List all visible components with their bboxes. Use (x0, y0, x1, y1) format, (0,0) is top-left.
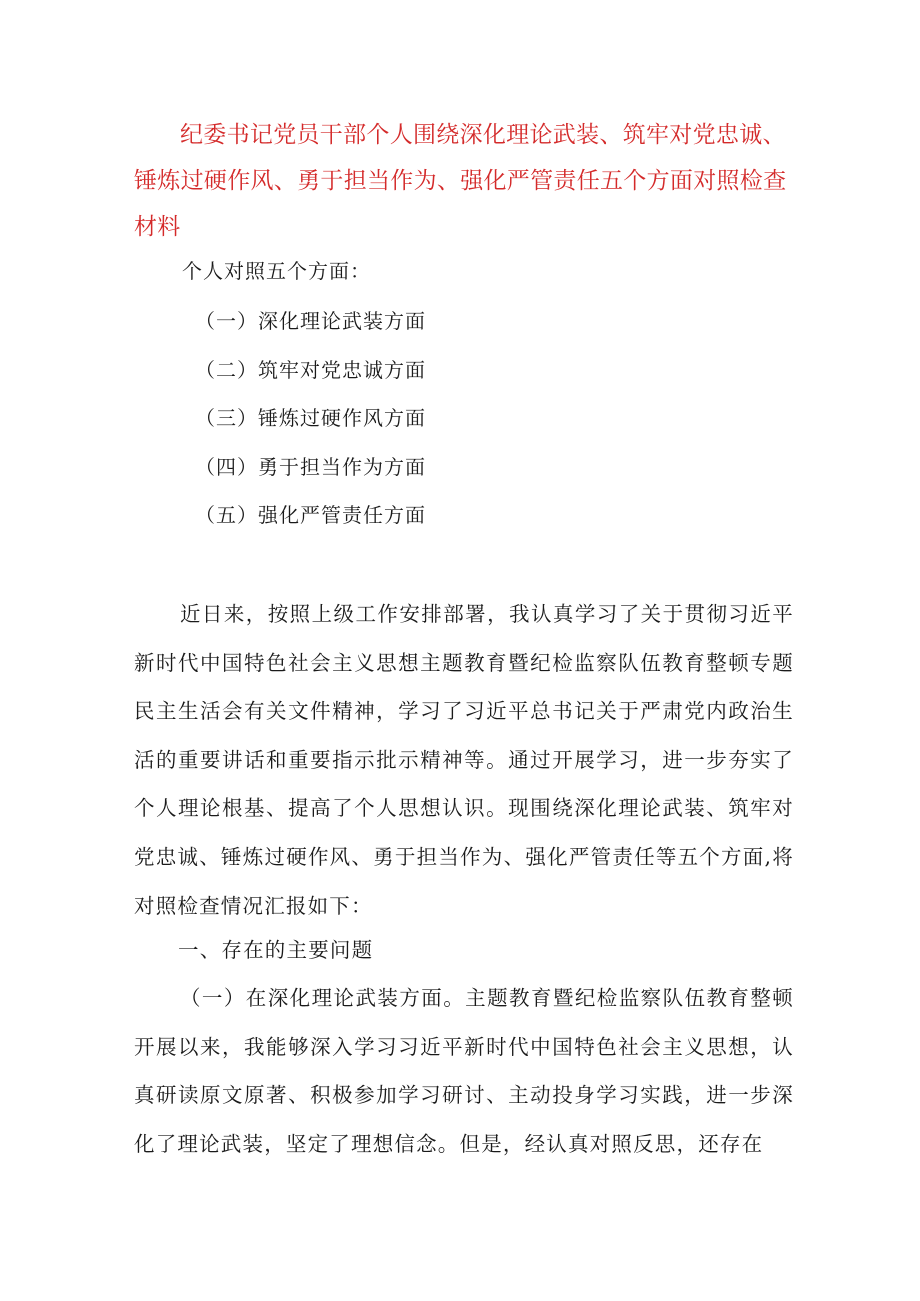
section-heading: 一、存在的主要问题 (178, 938, 374, 962)
document-title: 纪委书记党员干部个人围绕深化理论武装、筑牢对党忠诚、锤炼过硬作风、勇于担当作为、强化严管责任五个方面对照检查材料 (134, 122, 787, 240)
aspect-item-2: （二）筑牢对党忠诚方面 (195, 357, 426, 382)
aspects-list (195, 307, 426, 550)
aspects-label: 个人对照五个方面： (182, 259, 371, 283)
detail-paragraph: （一）在深化理论武装方面。主题教育暨纪检监察队伍教育整顿开展以来，我能够深入学习习近平新时代中国特色社会主义思想，认真研读原文原著、积极参加学习研讨、主动投身学习实践，进一步深化了理论武装，坚定了理想信念。但是，经认真对照反思，还存在 (134, 986, 794, 1156)
aspect-item-1: （一）深化理论武装方面 (195, 309, 426, 333)
aspect-item-3: （三）锤炼过硬作风方面 (195, 406, 426, 430)
aspect-item-4: （四）勇于担当作为方面 (195, 454, 426, 479)
intro-paragraph: 近日来，按照上级工作安排部署，我认真学习了关于贯彻习近平新时代中国特色社会主义思想主题教育暨纪检监察队伍教育整顿专题民主生活会有关文件精神，学习了习近平总书记关于严肃党内政治生活的重要讲话和重要指示批示精神等。通过开展学习，进一步夯实了个人理论根基、提高了个人思想认识。现围绕深化理论武装、筑牢对党忠诚、锤炼过硬作风、勇于担当作为、强化严管责任等五个方面,将对照检查情况汇报如下： (134, 602, 794, 918)
aspect-item-5: （五）强化严管责任方面 (195, 503, 426, 527)
